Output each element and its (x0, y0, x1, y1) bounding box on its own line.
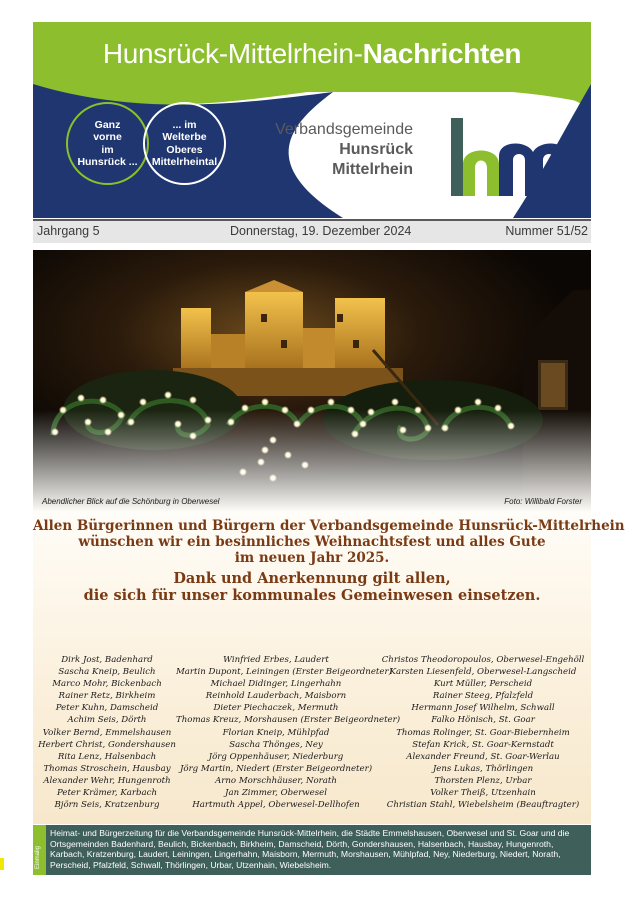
publication-footer (33, 825, 591, 875)
list-item: Thomas Stroschein, Hausbay (43, 763, 171, 774)
list-item: Martin Dupont, Leiningen (Erster Beigeordneter) (176, 667, 392, 678)
list-item: Dieter Piechaczek, Mermuth (213, 703, 339, 714)
volume-label: Jahrgang 5 (37, 224, 100, 238)
list-item: Christos Theodoropoulos, Oberwesel-Engehöll (381, 655, 585, 665)
list-item: Karsten Liesenfeld, Oberwesel-Langscheid (389, 667, 577, 678)
list-item: Jens Lukas, Thörlingen (432, 763, 534, 774)
page-marker (0, 858, 4, 870)
list-item: Sascha Kneip, Beulich (58, 667, 156, 678)
list-item: Peter Kuhn, Damscheid (55, 703, 159, 714)
greeting-message: Allen Bürgerinnen und Bürgern der Verbandsgemeinde Hunsrück-Mittelrhein wünschen wir ein besinnliches Weihnachtsfest und alles Gute im neuen Jahr 2025. Dank und Anerkennung gilt allen, die sich für unser kommunales Gemeinwesen einsetzen. (33, 518, 625, 604)
list-item: Florian Kneip, Mühlpfad (222, 727, 330, 738)
list-item: Hartmuth Appel, Oberwesel-Dellhofen (192, 800, 360, 811)
castle-night-photo (33, 250, 591, 512)
list-item: Kurt Müller, Perscheid (433, 679, 533, 690)
newspaper-title: Hunsrück-Mittelrhein-Nachrichten (102, 38, 522, 69)
list-item: Stefan Krick, St. Goar-Kernstadt (412, 739, 554, 750)
mayors-column-2 (176, 654, 401, 811)
list-item: Hermann Josef Wilhelm, Schwall (411, 703, 555, 714)
list-item: Arno Morschhäuser, Norath (215, 775, 337, 786)
list-item: Björn Seis, Kratzenburg (54, 800, 160, 811)
list-item: Thomas Rolinger, St. Goar-Biebernheim (396, 727, 570, 738)
list-item: Alexander Freund, St. Goar-Werlau (406, 751, 560, 762)
list-item: Achim Seis, Dörth (67, 715, 147, 726)
masthead (33, 22, 591, 218)
list-item: Sascha Thönges, Ney (229, 739, 323, 750)
photo-credit: Foto: Willibald Forster (504, 497, 582, 506)
issue-info-bar (33, 219, 591, 243)
list-item: Winfried Erbes, Laudert (223, 655, 329, 665)
footer-tab: Einmalig (33, 825, 46, 875)
photo-caption: Abendlicher Blick auf die Schönburg in Oberwesel (42, 497, 220, 506)
slogan-circle-left: Ganz vorne im Hunsrück ... (66, 102, 149, 185)
list-item: Falko Hönisch, St. Goar (431, 715, 535, 726)
list-item: Jörg Martin, Niedert (Erster Beigeordneter) (179, 763, 373, 774)
mayors-column-3 (373, 654, 593, 811)
list-item: Reinhold Lauderbach, Maisborn (205, 691, 347, 702)
list-item: Rainer Retz, Birkheim (58, 691, 156, 702)
list-item: Marco Mohr, Bickenbach (52, 679, 162, 690)
list-item: Christian Stahl, Wiebelsheim (Beauftragter) (386, 800, 580, 811)
list-item: Michael Didinger, Lingerhahn (210, 679, 342, 690)
hm-logo-icon (445, 112, 575, 208)
slogan-circle-right: ... im Welterbe Oberes Mittelrheintal (143, 102, 226, 185)
list-item: Jan Zimmer, Oberwesel (225, 788, 327, 799)
issue-date: Donnerstag, 19. Dezember 2024 (230, 224, 412, 238)
list-item: Thorsten Plenz, Urbar (434, 775, 532, 786)
list-item: Jörg Oppenhäuser, Niederburg (208, 751, 344, 762)
cover-photo (33, 250, 591, 512)
list-item: Peter Krämer, Karbach (57, 788, 157, 799)
list-item: Alexander Wehr, Hungenroth (43, 775, 171, 786)
list-item: Volker Bernd, Emmelshausen (42, 727, 172, 738)
list-item: Rainer Steeg, Pfalzfeld (432, 691, 534, 702)
municipality-name: Verbandsgemeinde Hunsrück Mittelrhein (275, 121, 413, 178)
issue-number: Nummer 51/52 (505, 224, 588, 238)
list-item: Herbert Christ, Gondershausen (38, 739, 176, 750)
greeting-section (33, 512, 625, 824)
list-item: Dirk Jost, Badenhard (61, 655, 153, 665)
footer-description: Heimat- und Bürgerzeitung für die Verbandsgemeinde Hunsrück-Mittelrhein, die Städte Emmelshausen, Oberwesel und St. Goar und die Ortsgemeinden Badenhard, Beulich, Bickenbach, Birkheim, Damscheid, Dörth, Gondershausen, Halsenbach, Hausbay, Hungenroth, Karbach, Kratzenburg, Laudert, Leiningen, Lingerhahn, Maisborn, Mermuth, Morshausen, Mühlpfad, Ney, Niederburg, Niedert, Norath, Perscheid, Pfalzfeld, Schwall, Thörlingen, Urbar, Utzenhain, Wiebelsheim. (50, 828, 570, 870)
mayors-column-1 (33, 654, 181, 811)
list-item: Rita Lenz, Halsenbach (57, 751, 157, 762)
list-item: Thomas Kreuz, Morshausen (Erster Beigeordneter) (176, 715, 401, 726)
list-item: Volker Theiß, Utzenhain (430, 788, 536, 799)
